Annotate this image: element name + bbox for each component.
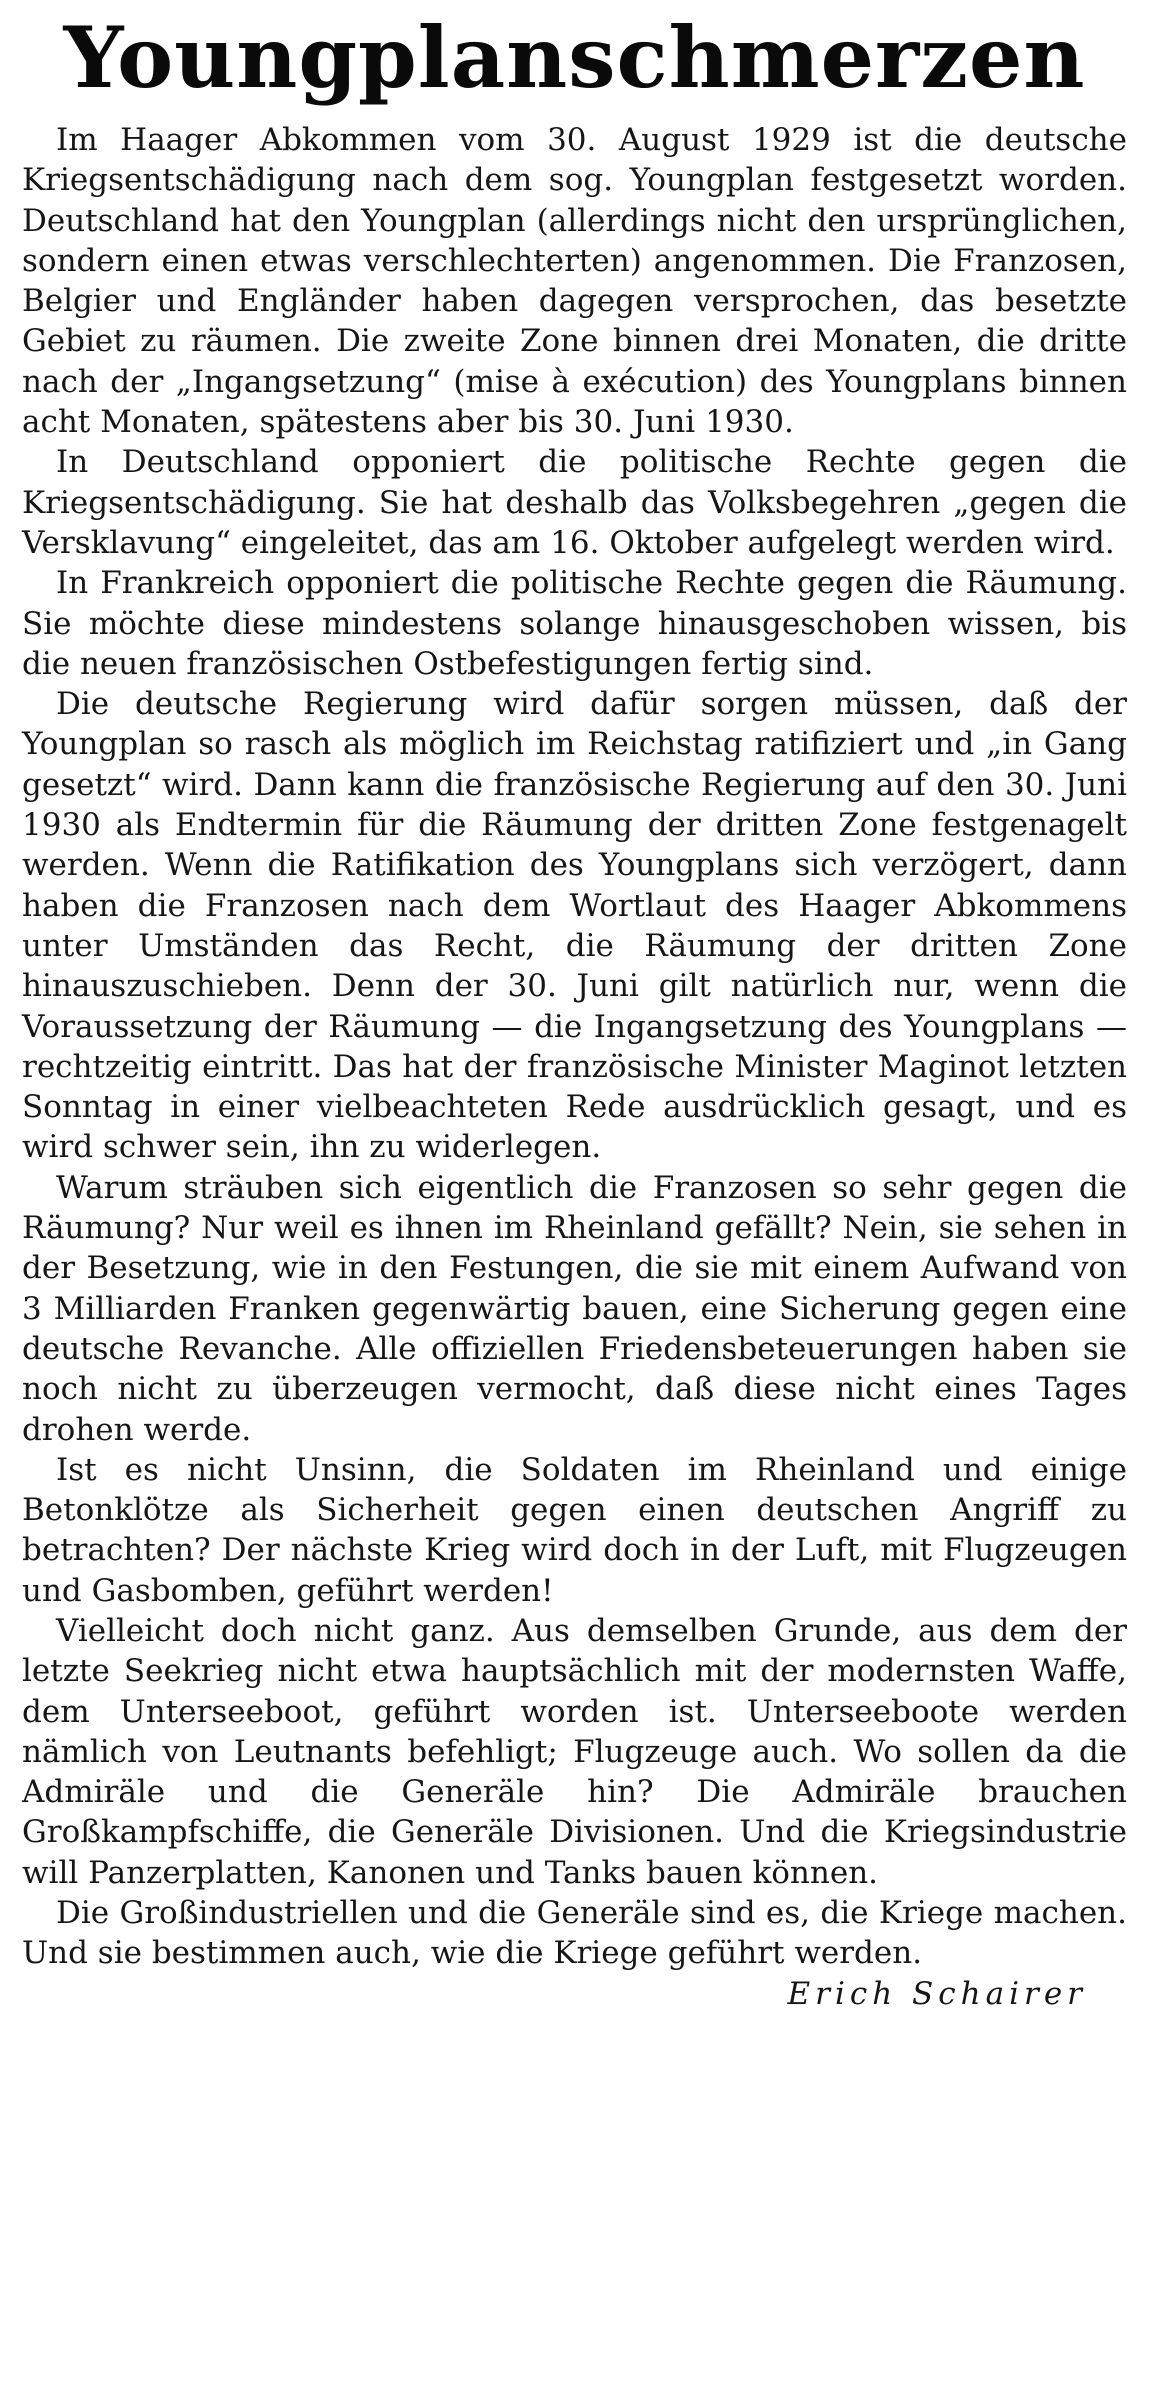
article-paragraph: Warum sträuben sich eigentlich die Franzosen so sehr gegen die Räumung? Nur weil es ihnen im Rheinland gefällt? Nein, sie sehen in der Besetzung, wie in den Festungen, die sie mit einem Aufwand von 3 Milliarden Franken gegenwärtig bauen, eine Sicherung gegen eine deutsche Revanche. Alle offiziellen Friedensbeteuerungen haben sie noch nicht zu überzeugen vermocht, daß diese nicht eines Tages drohen werde. [22,1169,1127,1448]
article-paragraph: Die deutsche Regierung wird dafür sorgen müssen, daß der Youngplan so rasch als möglich im Reichstag ratifiziert und „in Gang gesetzt“ wird. Dann kann die französische Regierung auf den 30. Juni 1930 als Endtermin für die Räumung der dritten Zone festgenagelt werden. Wenn die Ratifikation des Youngplans sich verzögert, dann haben die Franzosen nach dem Wortlaut des Haager Abkommens unter Umständen das Recht, die Räumung der dritten Zone hinauszuschieben. Denn der 30. Juni gilt natürlich nur, wenn die Voraussetzung der Räumung — die Ingangsetzung des Youngplans — rechtzeitig eintritt. Das hat der französische Minister Maginot letzten Sonntag in einer vielbeachteten Rede ausdrücklich gesagt, und es wird schwer sein, ihn zu widerlegen. [22,686,1127,1166]
author-signature: Erich Schairer [787,1975,1087,2012]
article-body [22,120,1127,1974]
article-paragraph: In Deutschland opponiert die politische Rechte gegen die Kriegsentschädigung. Sie hat deshalb das Volksbegehren „gegen die Versklavung“ eingeleitet, das am 16. Oktober aufgelegt werden wird. [22,444,1127,561]
article-paragraph: Vielleicht doch nicht ganz. Aus demselben Grunde, aus dem der letzte Seekrieg nicht etwa hauptsächlich mit der modernsten Waffe, dem Unterseeboot, geführt worden ist. Unterseeboote werden nämlich von Leutnants befehligt; Flugzeuge auch. Wo sollen da die Admiräle und die Generäle hin? Die Admiräle brauchen Großkampfschiffe, die Generäle Divisionen. Und die Kriegsindustrie will Panzerplatten, Kanonen und Tanks bauen können. [22,1612,1127,1891]
article-paragraph: Die Großindustriellen und die Generäle sind es, die Kriege machen. Und sie bestimmen auch, wie die Kriege geführt werden. [22,1895,1127,1972]
article-paragraph: In Frankreich opponiert die politische Rechte gegen die Räumung. Sie möchte diese mindestens solange hinausgeschoben wissen, bis die neuen französischen Ostbefestigungen fertig sind. [22,565,1127,682]
article-paragraph: Ist es nicht Unsinn, die Soldaten im Rheinland und einige Betonklötze als Sicherheit gegen einen deutschen Angriff zu betrachten? Der nächste Krieg wird doch in der Luft, mit Flugzeugen und Gasbomben, geführt werden! [22,1451,1127,1609]
article-paragraph: Im Haager Abkommen vom 30. August 1929 ist die deutsche Kriegsentschädigung nach dem sog. Youngplan festgesetzt worden. Deutschland hat den Youngplan (allerdings nicht den ursprünglichen, sondern einen etwas verschlechterten) angenommen. Die Franzosen, Belgier und Engländer haben dagegen versprochen, das besetzte Gebiet zu räumen. Die zweite Zone binnen drei Monaten, die dritte nach der „Ingangsetzung“ (mise à exécution) des Youngplans binnen acht Monaten, spätestens aber bis 30. Juni 1930. [22,122,1127,441]
article-title: Youngplanschmerzen [63,8,1086,107]
